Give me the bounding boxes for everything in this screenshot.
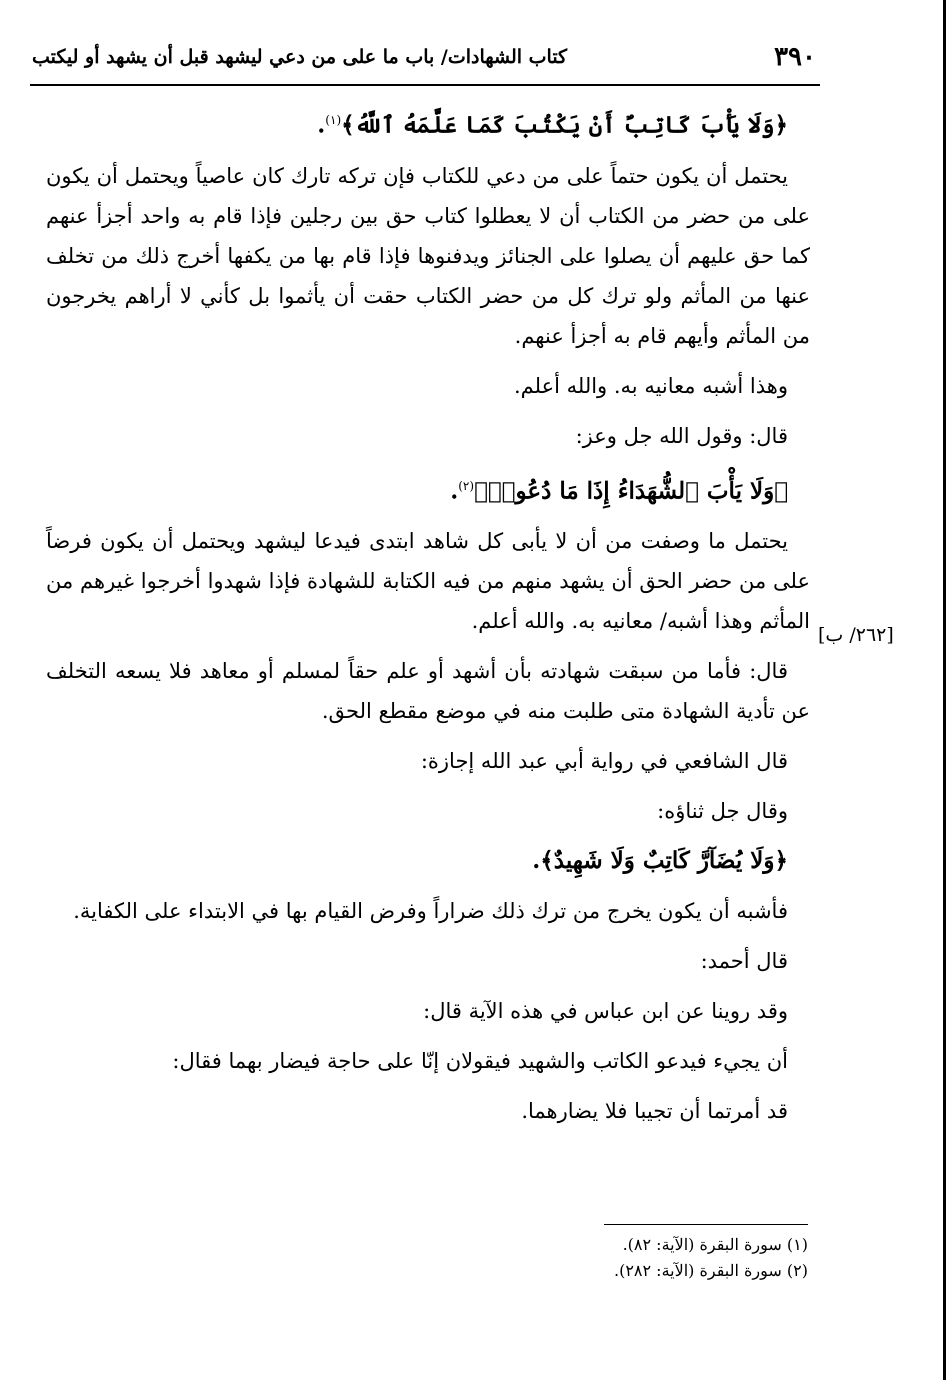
verse-end-mark: .: [532, 847, 541, 875]
paragraph-ibn-abbas: وقد روينا عن ابن عباس في هذه الآية قال:: [423, 999, 788, 1024]
footnote-1: (١) سورة البقرة (الآية: ٨٢).: [622, 1235, 808, 1254]
paragraph-conclusion-1: وهذا أشبه معانيه به. والله أعلم.: [513, 373, 788, 398]
paragraph-intro-verse-2: قال: وقول الله جل وعز:: [575, 423, 788, 448]
footnote-ref-2: (٢): [458, 478, 475, 493]
header-rule: [30, 84, 820, 86]
quran-verse-3: [46, 841, 788, 881]
verse-end-mark: .: [317, 111, 326, 139]
manuscript-folio-marker: [٢٦٢/ ب]: [818, 624, 894, 646]
paragraph-narration-1: أن يجيء فيدعو الكاتب والشهيد فيقولان إنّا على حاجة فيضار بهما فقال:: [172, 1049, 788, 1074]
paragraph-shafii-narration: قال الشافعي في رواية أبي عبد الله إجازة:: [420, 749, 788, 774]
main-text: [46, 100, 810, 1141]
page-number: ٣٩٠: [774, 42, 816, 72]
footnote-ref-1: (١): [325, 113, 342, 127]
paragraph-commentary-2: يحتمل ما وصفت من أن لا يأبى كل شاهد ابتدى فيدعا ليشهد ويحتمل أن يكون فرضاً على من حضر الحق أن يشهد منهم من فيه الكتابة للشهادة فإذا شهدوا أخرجوا غيرهم من المأثم وهذا أشبه/ معانيه به. والله أعلم.: [46, 529, 810, 634]
paragraph-intro-verse-3: وقال جل ثناؤه:: [657, 799, 788, 824]
verse-text: ﴿وَلَا يَأْبَ كَاتِبٌ أَنْ يَكْتُبَ كَمَا عَلَّمَهُ ٱللَّهُ﴾: [341, 111, 788, 139]
footnote-separator: [604, 1224, 808, 1225]
paragraph-narration-2: قد أمرتما أن تجيبا فلا يضارهما.: [521, 1099, 788, 1124]
running-title: كتاب الشهادات/ باب ما على من دعي ليشهد قبل أن يشهد أو ليكتب: [32, 46, 568, 68]
verse-text: ﴿وَلَا يَأْبَ ٱلشُّهَدَاءُ إِذَا مَا دُعُوا۟﴾: [474, 477, 788, 505]
paragraph-commentary-3: قال: فأما من سبقت شهادته بأن أشهد أو علم حقاً لمسلم أو معاهد فلا يسعه التخلف عن تأدية الشهادة متى طلبت منه في موضع مقطع الحق.: [46, 659, 810, 724]
footnotes: [450, 1232, 808, 1284]
verse-end-mark: .: [450, 477, 459, 505]
paragraph-commentary-1: يحتمل أن يكون حتماً على من دعي للكتاب فإن تركه تارك كان عاصياً ويحتمل أن يكون على من حضر من الكتاب أن لا يعطلوا كتاب حق بين رجلين فإذا قام به واحد أجزأ عنهم كما حق عليهم أن يصلوا على الجنائز ويدفنوها فإذا قام بها من يكفها أخرج ذلك من تخلف عنها من المأثم ولو ترك كل من حضر الكتاب حقت أن يأثموا بل كأني لا أراهم يخرجون من المأثم وأيهم قام به أجزأ عنهم.: [46, 163, 810, 348]
verse-text: ﴿وَلَا يُضَآرَّ كَاتِبٌ وَلَا شَهِيدٌ﴾: [540, 847, 788, 875]
paragraph-ahmad: قال أحمد:: [700, 949, 788, 974]
page-header: [32, 34, 820, 80]
quran-verse-1: [46, 100, 788, 146]
footnote-2: (٢) سورة البقرة (الآية: ٢٨٢).: [613, 1261, 808, 1280]
quran-verse-2: [46, 466, 788, 512]
paragraph-commentary-4: فأشبه أن يكون يخرج من ترك ذلك ضراراً وفرض القيام بها في الابتداء على الكفاية.: [73, 899, 788, 924]
